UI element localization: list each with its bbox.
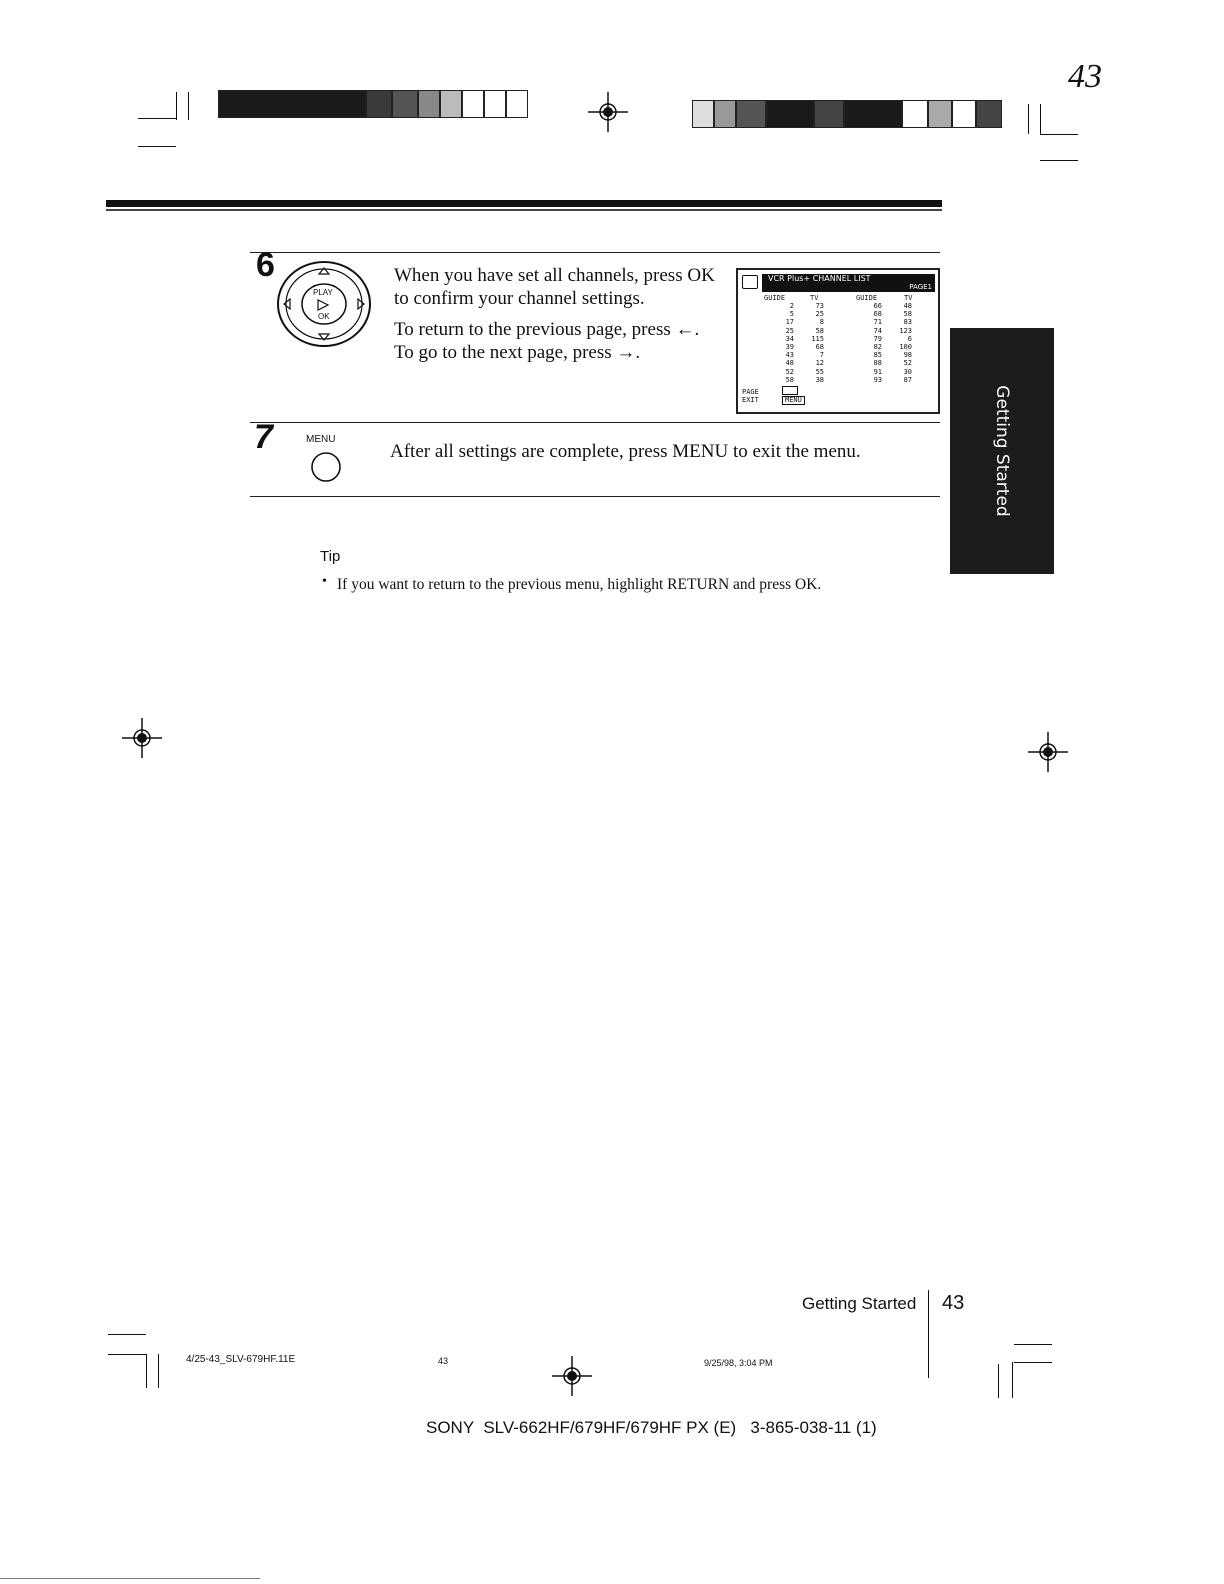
crop-mark-bottom-left-h2 bbox=[108, 1354, 146, 1355]
top-rule-thin bbox=[106, 209, 942, 211]
menu-key: MENU bbox=[782, 396, 805, 405]
left-guide-cell-9: 58 bbox=[785, 375, 794, 384]
menu-button-icon bbox=[309, 450, 343, 484]
channel-list-page: PAGE1 bbox=[909, 283, 932, 291]
left-guide-cell-8: 52 bbox=[785, 367, 794, 376]
left-tv-cell-5: 68 bbox=[815, 343, 824, 352]
crop-mark-top-left-v2 bbox=[188, 92, 189, 120]
registration-target-top bbox=[588, 92, 628, 132]
crop-mark-bottom-left-h1 bbox=[108, 1334, 146, 1335]
crop-mark-bottom-right-v2 bbox=[1012, 1362, 1013, 1398]
right-tv-cell-0: 48 bbox=[903, 302, 912, 310]
step-6-number: 6 bbox=[256, 246, 275, 284]
tip-heading: Tip bbox=[320, 548, 341, 565]
registration-target-bottom bbox=[552, 1356, 592, 1396]
step-6-line-1: When you have set all channels, press OK bbox=[394, 265, 715, 286]
right-guide-column bbox=[862, 302, 882, 384]
tv-header-right: TV bbox=[904, 294, 913, 302]
crop-mark-bottom-right-h2 bbox=[1014, 1362, 1052, 1363]
right-tv-cell-6: 98 bbox=[903, 351, 912, 360]
crop-mark-bottom-left-v1 bbox=[146, 1354, 147, 1388]
step-7-text: After all settings are complete, press MENU to exit the menu. bbox=[390, 441, 861, 462]
guide-header-right: GUIDE bbox=[856, 294, 878, 302]
channel-list-header bbox=[762, 274, 935, 292]
left-tv-cell-1: 25 bbox=[815, 310, 824, 319]
step-6-top-rule bbox=[250, 252, 940, 253]
section-side-tab bbox=[950, 328, 1054, 574]
right-guide-cell-9: 93 bbox=[873, 375, 882, 384]
right-guide-cell-4: 79 bbox=[873, 334, 882, 343]
left-guide-column bbox=[774, 302, 794, 384]
crop-mark-top-right-h2 bbox=[1040, 160, 1078, 161]
left-guide-cell-4: 34 bbox=[785, 334, 794, 343]
left-tv-cell-8: 55 bbox=[815, 367, 824, 376]
side-tab-label: Getting Started bbox=[992, 385, 1012, 517]
footer-divider bbox=[928, 1290, 929, 1378]
footer-page-label: PAGE bbox=[742, 388, 759, 396]
right-guide-cell-6: 85 bbox=[873, 351, 882, 360]
right-tv-cell-7: 52 bbox=[903, 359, 912, 368]
left-guide-cell-0: 2 bbox=[789, 302, 794, 310]
top-rule bbox=[106, 200, 942, 207]
crop-mark-top-left-v1 bbox=[176, 92, 177, 120]
left-tv-cell-3: 58 bbox=[815, 326, 824, 335]
right-tv-cell-8: 30 bbox=[903, 367, 912, 376]
left-guide-cell-6: 43 bbox=[785, 351, 794, 360]
registration-target-left bbox=[122, 718, 162, 758]
slug-file-page: 43 bbox=[438, 1356, 449, 1366]
right-tv-cell-5: 100 bbox=[899, 343, 912, 352]
tip-bullet-icon: • bbox=[322, 574, 327, 589]
crop-mark-bottom-left-v2 bbox=[158, 1354, 159, 1388]
left-guide-cell-5: 39 bbox=[785, 343, 794, 352]
step-7-bottom-rule bbox=[250, 496, 940, 497]
right-tv-cell-3: 123 bbox=[899, 326, 912, 335]
right-guide-cell-0: 66 bbox=[873, 302, 882, 310]
step-separator bbox=[250, 422, 940, 423]
slug-datetime: 9/25/98, 3:04 PM bbox=[704, 1358, 773, 1368]
crop-mark-bottom-right-v1 bbox=[998, 1364, 999, 1398]
right-guide-cell-5: 82 bbox=[873, 343, 882, 352]
footer-exit-label: EXIT bbox=[742, 396, 759, 404]
right-guide-cell-1: 68 bbox=[873, 310, 882, 319]
left-tv-cell-0: 73 bbox=[815, 302, 824, 310]
step-7-number: 7 bbox=[254, 418, 273, 456]
page-arrows-key bbox=[782, 386, 798, 395]
right-tv-cell-4: 6 bbox=[907, 334, 912, 343]
left-tv-cell-6: 7 bbox=[819, 351, 824, 360]
right-guide-cell-2: 71 bbox=[873, 318, 882, 327]
left-tv-cell-2: 8 bbox=[819, 318, 824, 327]
left-guide-cell-7: 48 bbox=[785, 359, 794, 368]
right-guide-cell-3: 74 bbox=[873, 326, 882, 335]
channel-list-screen bbox=[736, 268, 940, 414]
slug-file-name: 4/25-43_SLV-679HF.11E bbox=[186, 1354, 296, 1365]
menu-button-label: MENU bbox=[306, 434, 336, 445]
left-tv-cell-7: 12 bbox=[815, 359, 824, 368]
right-tv-cell-9: 87 bbox=[903, 375, 912, 384]
left-guide-cell-3: 25 bbox=[785, 326, 794, 335]
channel-list-title: VCR Plus+ CHANNEL LIST bbox=[768, 274, 871, 283]
tip-text: If you want to return to the previous menu, highlight RETURN and press OK. bbox=[337, 576, 822, 593]
crop-mark-top-right-v1 bbox=[1028, 104, 1029, 134]
right-tv-column bbox=[892, 302, 912, 384]
color-bar-right bbox=[692, 100, 1002, 128]
registration-target-right bbox=[1028, 732, 1068, 772]
guide-header-left: GUIDE bbox=[764, 294, 786, 302]
handwritten-page-number: 43 bbox=[1068, 58, 1102, 95]
crop-mark-top-right-h1 bbox=[1040, 134, 1078, 135]
footer-section-label: Getting Started bbox=[802, 1294, 917, 1313]
play-label: PLAY bbox=[313, 288, 333, 297]
step-6-line-4: To go to the next page, press →. bbox=[394, 342, 641, 363]
tv-header-left: TV bbox=[810, 294, 819, 302]
right-tv-cell-1: 58 bbox=[903, 310, 912, 319]
right-guide-cell-8: 91 bbox=[873, 367, 882, 376]
left-tv-cell-9: 38 bbox=[815, 375, 824, 384]
bottom-edge-line bbox=[0, 1578, 260, 1579]
crop-mark-bottom-right-h1 bbox=[1014, 1344, 1052, 1345]
right-guide-cell-7: 88 bbox=[873, 359, 882, 368]
crop-mark-top-left-h2 bbox=[138, 146, 176, 147]
color-bar-left bbox=[218, 90, 528, 118]
slug-model-line: SONY SLV-662HF/679HF/679HF PX (E) 3-865-038-11 (1) bbox=[426, 1418, 877, 1437]
crop-mark-top-left bbox=[138, 118, 176, 119]
ok-label: OK bbox=[318, 312, 330, 321]
step-6-line-2: to confirm your channel settings. bbox=[394, 288, 645, 309]
left-guide-cell-2: 17 bbox=[785, 318, 794, 327]
play-ok-dpad-icon bbox=[274, 258, 374, 350]
left-tv-cell-4: 115 bbox=[811, 334, 824, 343]
crop-mark-top-right-v2 bbox=[1040, 104, 1041, 134]
footer-page-number: 43 bbox=[942, 1292, 965, 1314]
vcr-menu-icon bbox=[742, 275, 758, 289]
left-tv-column bbox=[804, 302, 824, 384]
right-tv-cell-2: 83 bbox=[903, 318, 912, 327]
step-6-line-3: To return to the previous page, press ←. bbox=[394, 319, 700, 340]
left-guide-cell-1: 5 bbox=[789, 310, 794, 319]
